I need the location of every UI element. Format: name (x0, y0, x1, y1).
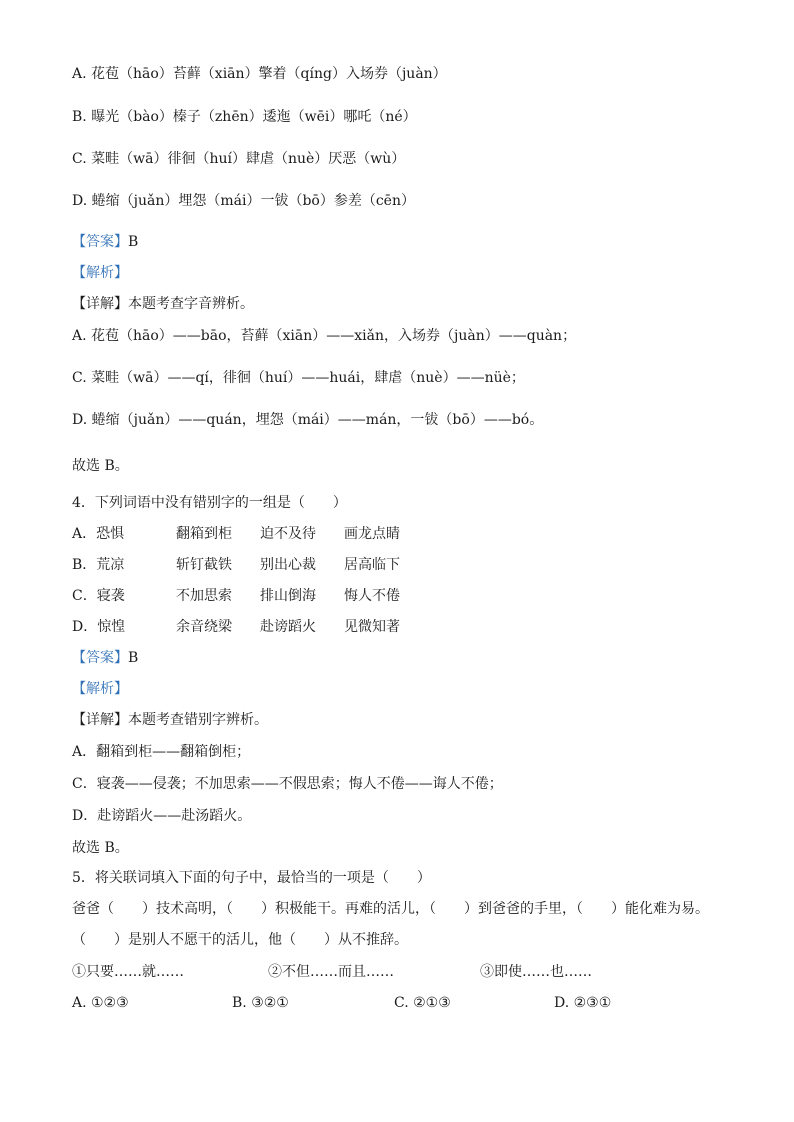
answer-option: D. ②③① (554, 995, 612, 1011)
q4-answer (72, 648, 138, 668)
q3-explanation-c: C. 菜畦（wā）——qí，徘徊（huí）——huái，肆虐（nuè）——nüè； (72, 370, 525, 386)
option-word: 别出心裁 (260, 557, 316, 573)
q5-answer-options (72, 993, 611, 1013)
q4-detail: 【详解】本题考查错别字辨析。 (72, 712, 268, 728)
option-word: 迫不及待 (260, 526, 316, 542)
q3-analysis-tag: 【解析】 (72, 265, 128, 281)
answer-tag: 【答案】 (72, 650, 128, 666)
answer-option: B. ③②① (232, 995, 289, 1011)
option-label: A．恐惧 (72, 526, 125, 542)
q4-option-a (72, 524, 400, 544)
choice-item: ①只要……就…… (72, 964, 184, 980)
q3-explanation-d: D. 蜷缩（juǎn）——quán，埋怨（mái）——mán，一钹（bō）——bó。 (72, 412, 544, 428)
q4-option-c (72, 586, 400, 606)
q3-explanation-a: A. 花苞（hāo）——bāo，苔藓（xiān）——xiǎn，入场券（juàn）——quàn； (72, 328, 577, 344)
answer-tag: 【答案】 (72, 234, 128, 250)
q3-option-a: A. 花苞（hāo）苔藓（xiān）擎着（qíng）入场券（juàn） (72, 66, 447, 82)
q4-option-d (72, 617, 400, 637)
option-word: 画龙点睛 (344, 526, 400, 542)
option-word: 余音绕梁 (176, 619, 232, 635)
q4-conclusion: 故选 B。 (72, 840, 129, 856)
q3-option-c: C. 菜畦（wā）徘徊（huí）肆虐（nuè）厌恶（wù） (72, 151, 406, 167)
q4-question: 4．下列词语中没有错别字的一组是（ ） (72, 495, 347, 511)
q5-question: 5．将关联词填入下面的句子中，最恰当的一项是（ ） (72, 870, 431, 886)
answer-option: C. ②①③ (394, 995, 451, 1011)
answer-value: B (128, 234, 139, 250)
choice-item: ③即使……也…… (480, 964, 592, 980)
option-label: D．惊惶 (72, 619, 126, 635)
option-word: 见微知著 (344, 619, 400, 635)
option-word: 赴谤蹈火 (260, 619, 316, 635)
q5-sentence-1: 爸爸（ ）技术高明，（ ）积极能干。再难的活儿，（ ）到爸爸的手里，（ ）能化难为易。 (72, 901, 709, 917)
option-word: 斩钉截铁 (176, 557, 232, 573)
q3-option-b: B. 曝光（bào）榛子（zhēn）逶迤（wēi）哪吒（né） (72, 109, 417, 125)
option-word: 悔人不倦 (344, 588, 400, 604)
choice-item: ②不但……而且…… (268, 964, 394, 980)
q4-explanation-a: A．翻箱到柜——翻箱倒柜； (72, 744, 251, 760)
option-label: C．寝袭 (72, 588, 125, 604)
q3-answer (72, 232, 138, 252)
answer-option: A. ①②③ (72, 995, 129, 1011)
q3-detail: 【详解】本题考查字音辨析。 (72, 296, 254, 312)
q4-explanation-d: D．赴谤蹈火——赴汤蹈火。 (72, 808, 252, 824)
answer-value: B (128, 650, 139, 666)
option-word: 不加思索 (176, 588, 232, 604)
q4-explanation-c: C．寝袭——侵袭；不加思索——不假思索；悔人不倦——诲人不倦； (72, 776, 503, 792)
q5-choices (72, 962, 592, 982)
option-word: 排山倒海 (260, 588, 316, 604)
q3-option-d: D. 蜷缩（juǎn）埋怨（mái）一钹（bō）参差（cēn） (72, 193, 415, 209)
q4-analysis-tag: 【解析】 (72, 681, 128, 697)
option-label: B．荒凉 (72, 557, 125, 573)
option-word: 翻箱到柜 (176, 526, 232, 542)
q5-sentence-2: （ ）是别人不愿干的活儿，他（ ）从不推辞。 (72, 932, 408, 948)
q4-option-b (72, 555, 400, 575)
option-word: 居高临下 (344, 557, 400, 573)
q3-conclusion: 故选 B。 (72, 458, 129, 474)
